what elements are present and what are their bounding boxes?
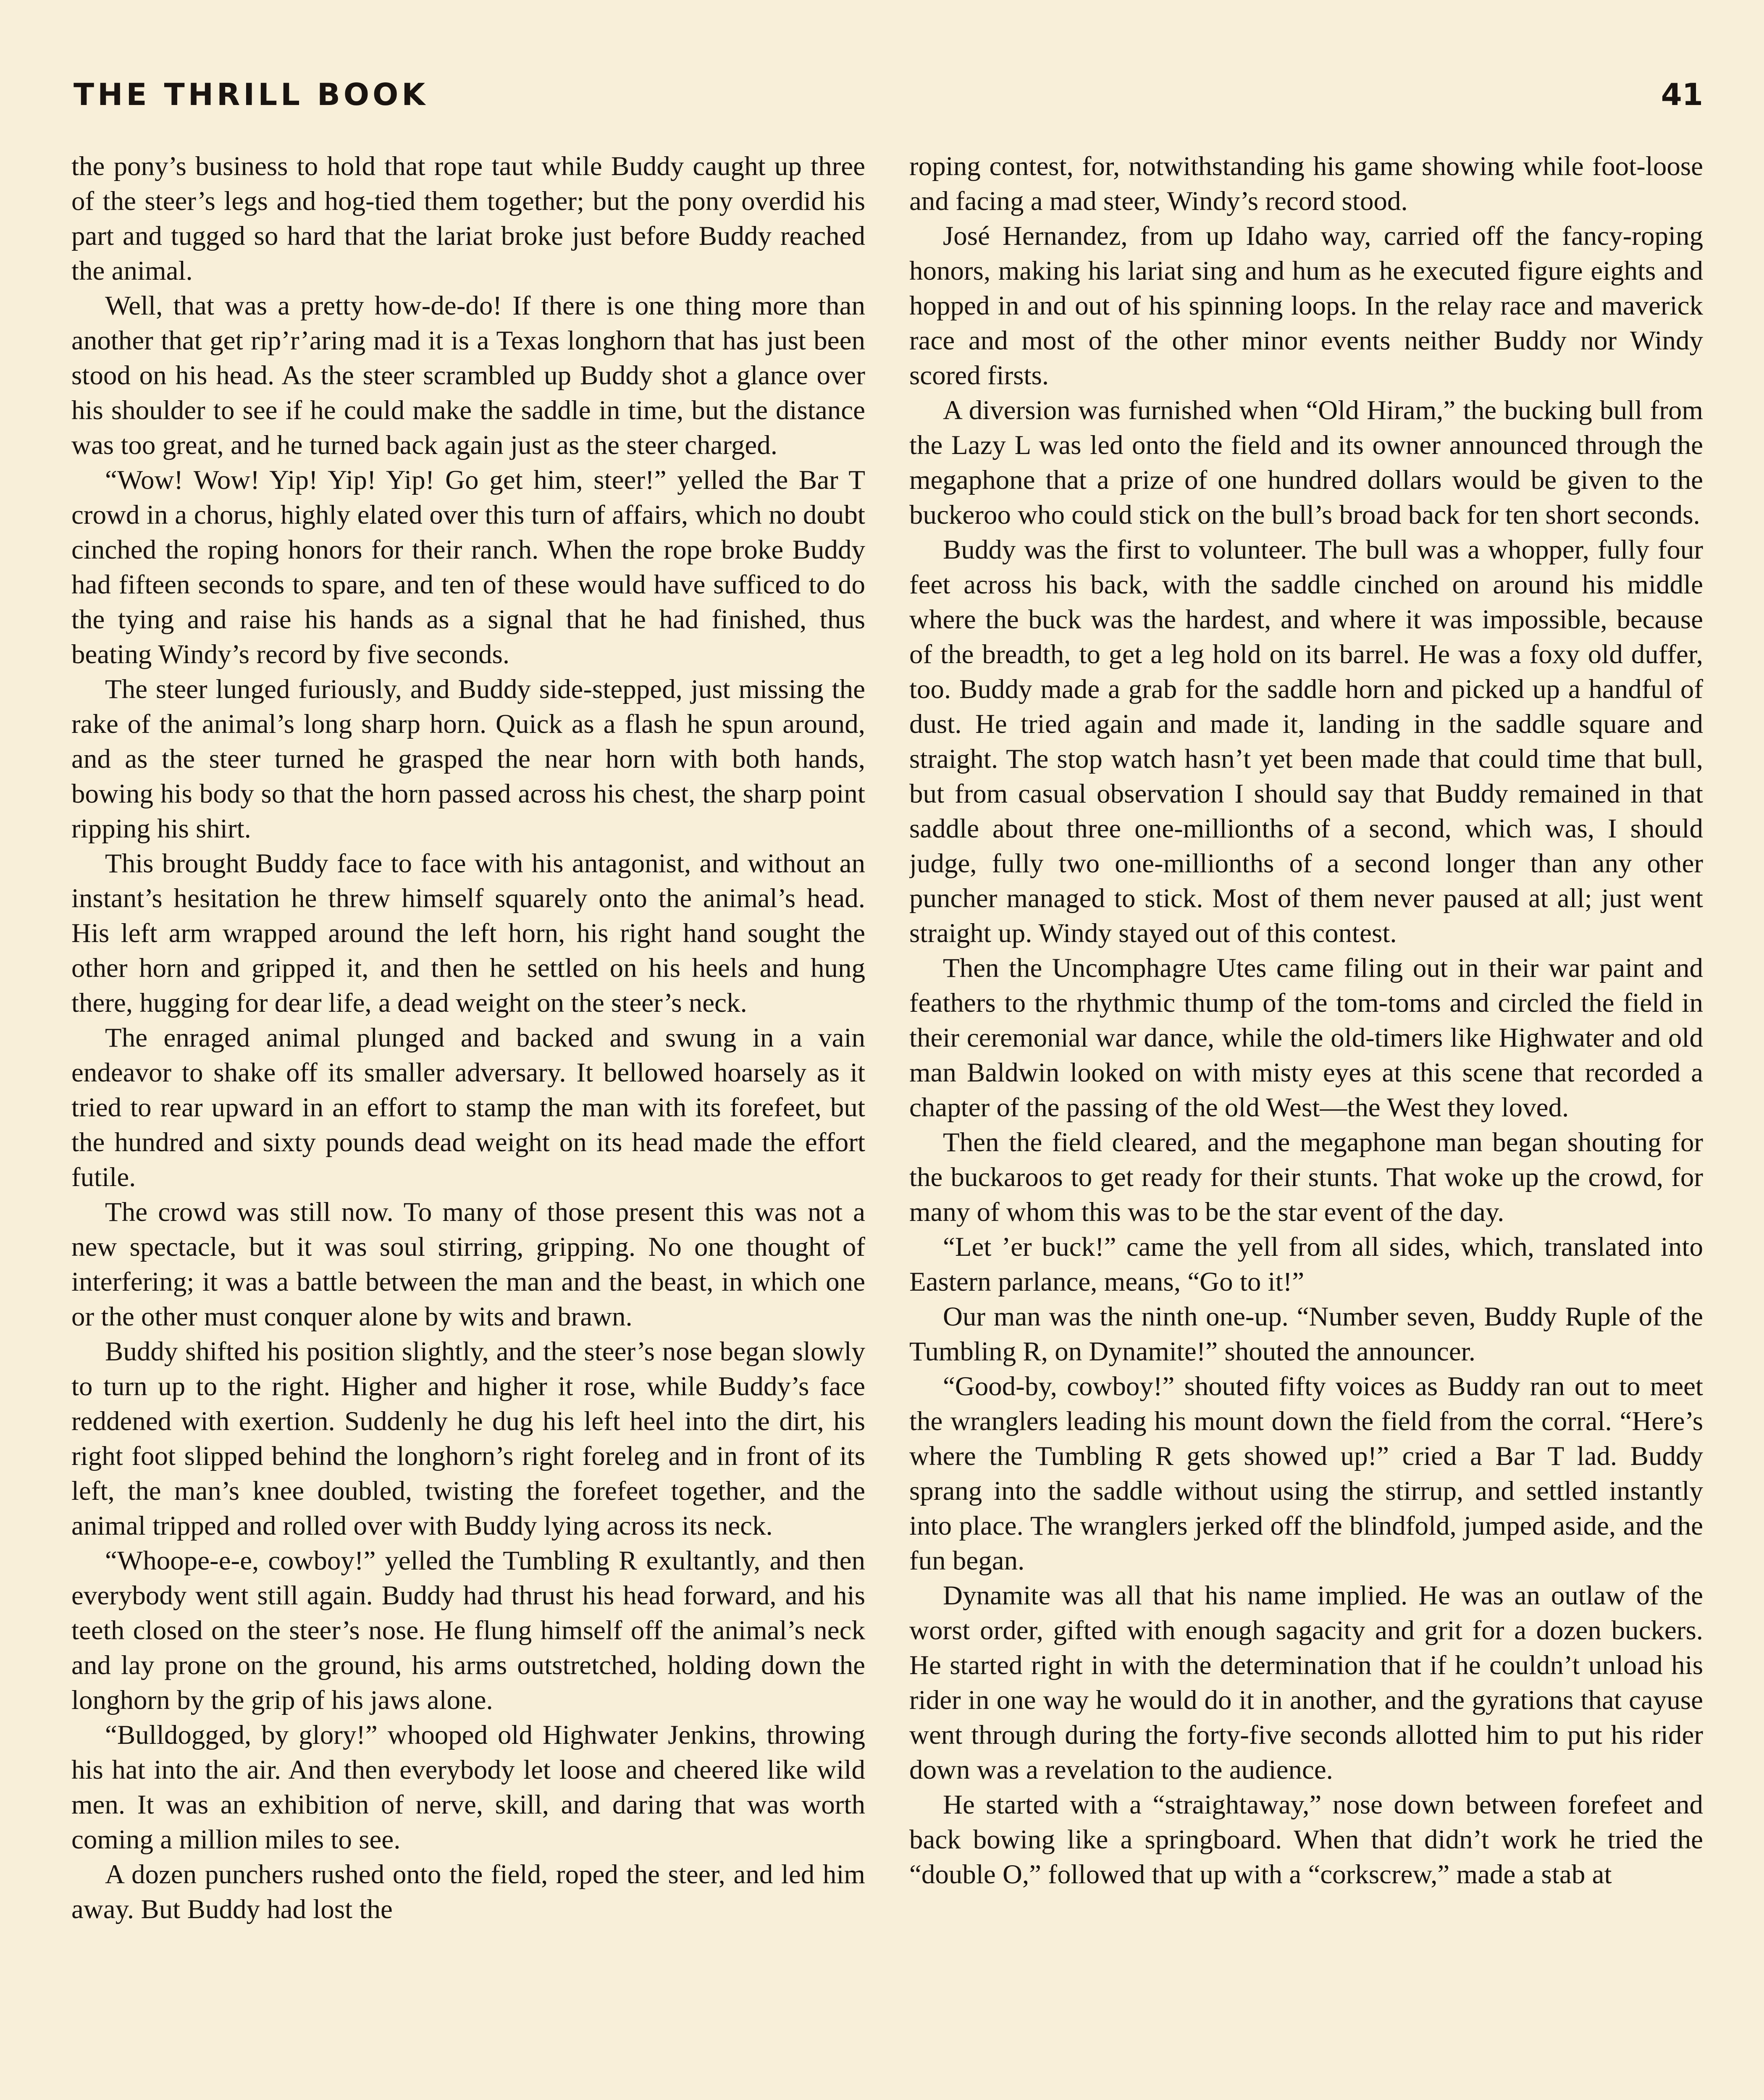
paragraph: “Let ’er buck!” came the yell from all sides, which, translated into Eastern parlance, means, “Go to it!” (909, 1232, 1703, 1297)
paragraph: This brought Buddy face to face with his antagonist, and without an instant’s hesitation he threw himself squarely onto the animal’s head. His left arm wrapped around the left horn, his right hand sought the other horn and gripped it, and then he settled on his heels and hung there, hugging for dear life, a dead weight on the steer’s neck. (71, 848, 865, 1018)
paragraph: He started with a “straightaway,” nose down between forefeet and back bowing like a springboard. When that didn’t work he tried the “double O,” followed that up with a “corkscrew,” made a stab at (909, 1790, 1703, 1890)
paragraph: A diversion was furnished when “Old Hiram,” the bucking bull from the Lazy L was led onto the field and its owner announced through the megaphone that a prize of one hundred dollars would be given to the buckeroo who could stick on the bull’s broad back for ten short seconds. (909, 395, 1703, 530)
paragraph: “Bulldogged, by glory!” whooped old Highwater Jenkins, throwing his hat into the air. And then everybody let loose and cheered like wild men. It was an exhibition of nerve, skill, and daring that was worth coming a million miles to see. (71, 1720, 865, 1855)
left-text-column (71, 149, 865, 2100)
paragraph: Dynamite was all that his name implied. He was an outlaw of the worst order, gifted with enough sagacity and grit for a dozen buckers. He started right in with the determination that if he couldn’t unload his rider in one way he would do it in another, and the gyrations that cayuse went through during the forty-five seconds allotted him to put his rider down was a revelation to the audience. (909, 1580, 1703, 1785)
paragraph: Then the field cleared, and the megaphone man began shouting for the buckaroos to get ready for their stunts. That woke up the crowd, for many of whom this was to be the star event of the day. (909, 1127, 1703, 1227)
right-text-column (909, 149, 1703, 2100)
running-header (74, 71, 1703, 118)
paragraph: A dozen punchers rushed onto the field, roped the steer, and led him away. But Buddy had lost the (71, 1859, 865, 1924)
paragraph: “Wow! Wow! Yip! Yip! Yip! Go get him, steer!” yelled the Bar T crowd in a chorus, highly elated over this turn of affairs, which no doubt cinched the roping honors for their ranch. When the rope broke Buddy had fifteen seconds to spare, and ten of these would have sufficed to do the tying and raise his hands as a signal that he had finished, thus beating Windy’s record by five seconds. (71, 465, 865, 669)
page-number: 41 (1661, 77, 1703, 112)
paragraph: Then the Uncomphagre Utes came filing out in their war paint and feathers to the rhythmic thump of the tom-toms and circled the field in their ceremonial war dance, while the old-timers like Highwater and old man Baldwin looked on with misty eyes at this scene that recorded a chapter of the passing of the old West—the West they loved. (909, 953, 1703, 1123)
paragraph: The steer lunged furiously, and Buddy side-stepped, just missing the rake of the animal’s long sharp horn. Quick as a flash he spun around, and as the steer turned he grasped the near horn with both hands, bowing his body so that the horn passed across his chest, the sharp point ripping his shirt. (71, 674, 865, 844)
paragraph: The enraged animal plunged and backed and swung in a vain endeavor to shake off its smaller adversary. It bellowed hoarsely as it tried to rear upward in an effort to stamp the man with its forefeet, but the hundred and sixty pounds dead weight on its head made the effort futile. (71, 1023, 865, 1192)
paragraph: Well, that was a pretty how-de-do! If there is one thing more than another that get rip’r’aring mad it is a Texas longhorn that has just been stood on his head. As the steer scrambled up Buddy shot a glance over his shoulder to see if he could make the saddle in time, but the distance was too great, and he turned back again just as the steer charged. (71, 291, 865, 460)
paragraph: Buddy shifted his position slightly, and the steer’s nose began slowly to turn up to the right. Higher and higher it rose, while Buddy’s face reddened with exertion. Suddenly he dug his left heel into the dirt, his right foot slipped behind the longhorn’s right foreleg and in front of its left, the man’s knee doubled, twisting the forefeet together, and the animal tripped and rolled over with Buddy lying across its neck. (71, 1336, 865, 1541)
paragraph: Buddy was the first to volunteer. The bull was a whopper, fully four feet across his back, with the saddle cinched on around his middle where the buck was the hardest, and where it was impossible, because of the breadth, to get a leg hold on its barrel. He was a foxy old duffer, too. Buddy made a grab for the saddle horn and picked up a handful of dust. He tried again and made it, landing in the saddle square and straight. The stop watch hasn’t yet been made that could time that bull, but from casual observation I should say that Buddy remained in that saddle about three one-millionths of a second, which was, I should judge, fully two one-millionths of a second longer than any other puncher managed to stick. Most of them never paused at all; just went straight up. Windy stayed out of this contest. (909, 535, 1703, 948)
paragraph: José Hernandez, from up Idaho way, carried off the fancy-roping honors, making his lariat sing and hum as he executed figure eights and hopped in and out of his spinning loops. In the relay race and maverick race and most of the other minor events neither Buddy nor Windy scored firsts. (909, 221, 1703, 391)
paragraph: roping contest, for, notwithstanding his game showing while foot-loose and facing a mad steer, Windy’s record stood. (909, 151, 1703, 216)
magazine-title: THE THRILL BOOK (74, 77, 429, 112)
paragraph: The crowd was still now. To many of those present this was not a new spectacle, but it was soul stirring, gripping. No one thought of interfering; it was a battle between the man and the beast, in which one or the other must conquer alone by wits and brawn. (71, 1197, 865, 1332)
paragraph: “Good-by, cowboy!” shouted fifty voices as Buddy ran out to meet the wranglers leading his mount down the field from the corral. “Here’s where the Tumbling R gets showed up!” cried a Bar T lad. Buddy sprang into the saddle without using the stirrup, and settled instantly into place. The wranglers jerked off the blindfold, jumped aside, and the fun began. (909, 1371, 1703, 1576)
paragraph: the pony’s business to hold that rope taut while Buddy caught up three of the steer’s legs and hog-tied them together; but the pony overdid his part and tugged so hard that the lariat broke just before Buddy reached the animal. (71, 151, 865, 286)
paragraph: “Whoope-e-e, cowboy!” yelled the Tumbling R exultantly, and then everybody went still again. Buddy had thrust his head forward, and his teeth closed on the steer’s nose. He flung himself off the animal’s neck and lay prone on the ground, his arms outstretched, holding down the longhorn by the grip of his jaws alone. (71, 1546, 865, 1715)
paragraph: Our man was the ninth one-up. “Number seven, Buddy Ruple of the Tumbling R, on Dynamite!” shouted the announcer. (909, 1302, 1703, 1367)
